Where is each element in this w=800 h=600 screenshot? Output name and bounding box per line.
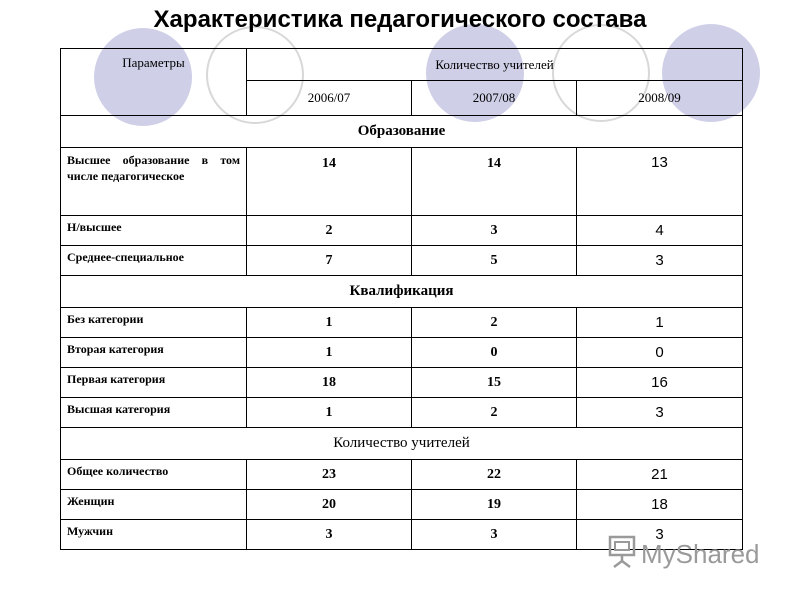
value-cell: 16 [577, 368, 743, 398]
value-cell: 14 [247, 148, 412, 216]
staff-table [60, 48, 743, 550]
row-label: Первая категория [61, 368, 247, 398]
value-cell: 2 [412, 308, 577, 338]
value-cell: 1 [247, 338, 412, 368]
watermark-text: MyShared [641, 538, 760, 569]
header-row [61, 49, 743, 81]
year-header: 2006/07 [247, 81, 412, 116]
table-row [61, 308, 743, 338]
section-row [61, 276, 743, 308]
value-cell: 3 [247, 520, 412, 550]
row-label: Н/высшее [61, 216, 247, 246]
value-cell: 3 [577, 398, 743, 428]
value-cell: 3 [412, 520, 577, 550]
value-cell: 3 [577, 246, 743, 276]
value-cell: 15 [412, 368, 577, 398]
value-cell: 0 [577, 338, 743, 368]
row-label: Высшая категория [61, 398, 247, 428]
value-cell: 23 [247, 460, 412, 490]
value-cell: 20 [247, 490, 412, 520]
value-cell: 3 [577, 520, 743, 550]
row-label: Высшее образование в том числе педагогическое [61, 148, 247, 216]
row-label: Среднее-специальное [61, 246, 247, 276]
header-params: Параметры [61, 49, 247, 116]
value-cell: 1 [247, 398, 412, 428]
header-count-teachers: Количество учителей [247, 49, 743, 81]
row-label: Без категории [61, 308, 247, 338]
value-cell: 18 [577, 490, 743, 520]
table-row [61, 398, 743, 428]
value-cell: 21 [577, 460, 743, 490]
table-row [61, 490, 743, 520]
section-title: Образование [61, 116, 743, 148]
value-cell: 1 [577, 308, 743, 338]
row-label: Женщин [61, 490, 247, 520]
value-cell: 1 [247, 308, 412, 338]
presentation-icon [607, 534, 641, 575]
table-row [61, 216, 743, 246]
section-title: Квалификация [61, 276, 743, 308]
value-cell: 13 [577, 148, 743, 216]
value-cell: 22 [412, 460, 577, 490]
value-cell: 5 [412, 246, 577, 276]
table-row [61, 246, 743, 276]
value-cell: 2 [247, 216, 412, 246]
page-title: Характеристика педагогического состава [153, 6, 647, 33]
section-title: Количество учителей [61, 428, 743, 460]
value-cell: 3 [412, 216, 577, 246]
value-cell: 7 [247, 246, 412, 276]
row-label: Общее количество [61, 460, 247, 490]
value-cell: 14 [412, 148, 577, 216]
value-cell: 18 [247, 368, 412, 398]
table-row [61, 148, 743, 216]
table-row [61, 460, 743, 490]
year-header: 2008/09 [577, 81, 743, 116]
value-cell: 19 [412, 490, 577, 520]
row-label: Мужчин [61, 520, 247, 550]
value-cell: 2 [412, 398, 577, 428]
table-row [61, 368, 743, 398]
row-label: Вторая категория [61, 338, 247, 368]
section-row [61, 116, 743, 148]
section-row [61, 428, 743, 460]
value-cell: 4 [577, 216, 743, 246]
watermark [607, 536, 760, 572]
table-row [61, 338, 743, 368]
value-cell: 0 [412, 338, 577, 368]
year-header: 2007/08 [412, 81, 577, 116]
